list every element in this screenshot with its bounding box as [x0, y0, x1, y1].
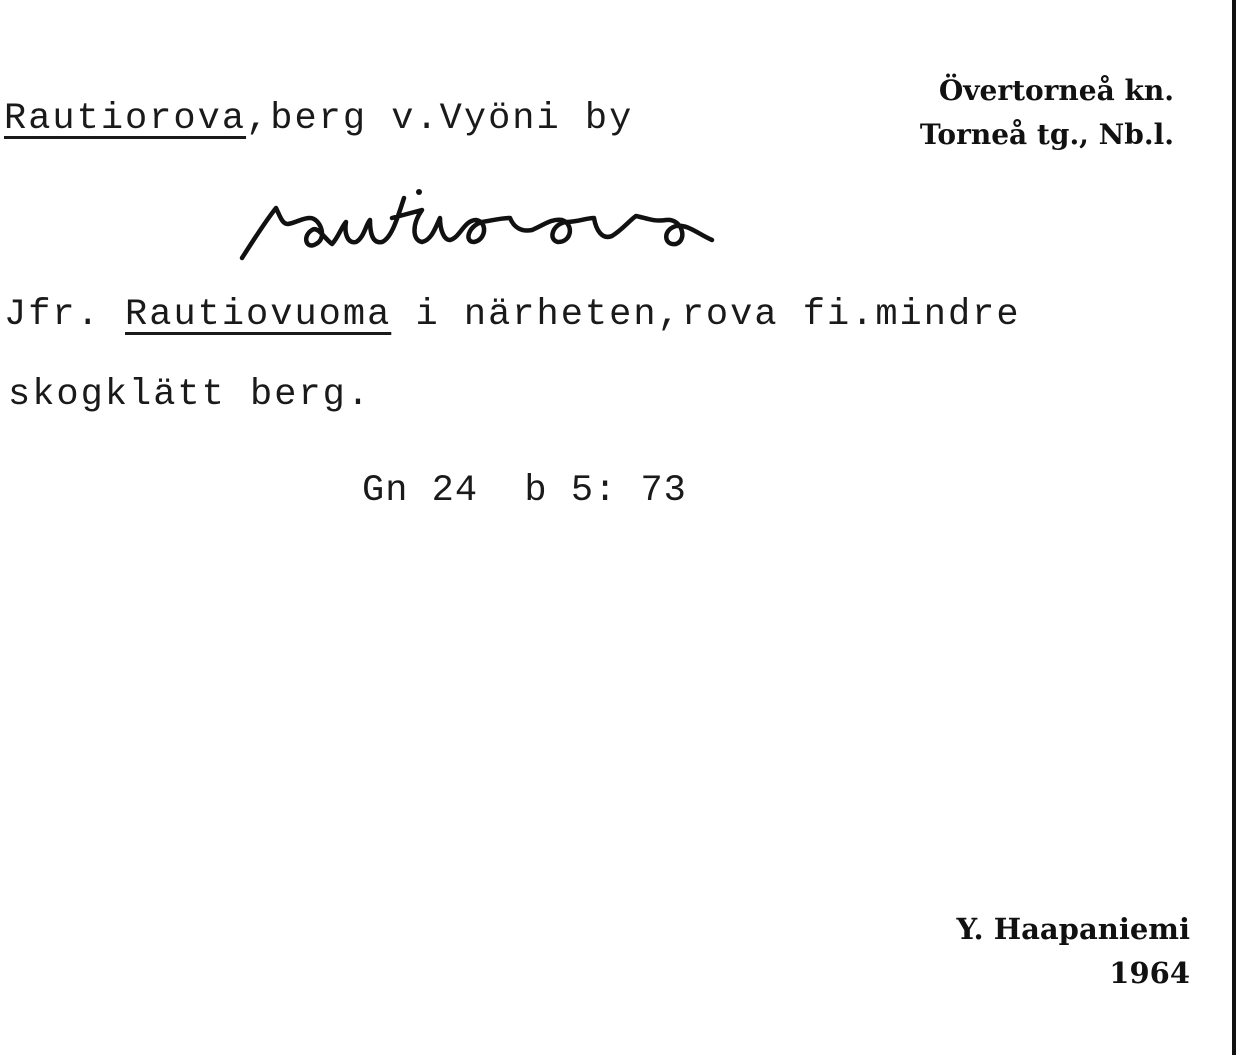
- comparison-reference: Rautiovuoma: [125, 294, 392, 336]
- parish: Övertorneå kn.: [938, 74, 1174, 107]
- card-edge: [1232, 0, 1236, 1055]
- comparison-prefix: Jfr.: [4, 294, 126, 336]
- district: Torneå tg., Nb.l.: [919, 118, 1174, 151]
- source-reference: Gn 24 b 5: 73: [362, 470, 687, 512]
- place-name: Rautiorova: [4, 98, 247, 140]
- place-description: ,berg v.Vyöni by: [246, 98, 634, 140]
- comparison-text: i närheten,rova fi.mindre: [391, 294, 1021, 336]
- header-line: [4, 98, 633, 140]
- handwritten-signature-icon: [236, 178, 726, 268]
- description-line: skogklätt berg.: [8, 374, 372, 416]
- comparison-line: [4, 294, 1021, 336]
- handwritten-form: [236, 178, 726, 273]
- collection-year: 1964: [1109, 956, 1190, 990]
- collector-name: Y. Haapaniemi: [956, 912, 1190, 946]
